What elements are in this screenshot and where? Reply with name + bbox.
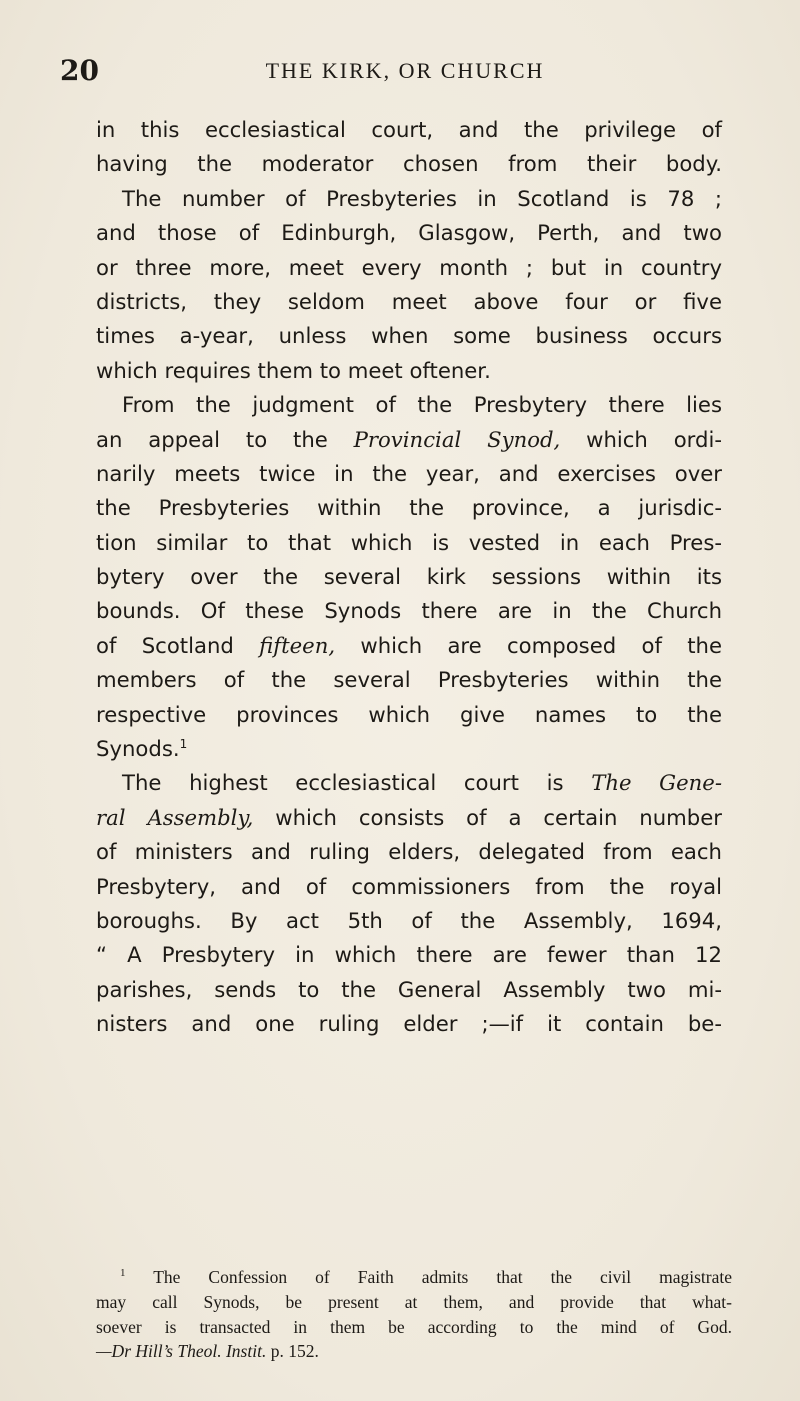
page-number: 20 bbox=[60, 54, 99, 87]
text-line: the Presbyteries within the province, a jurisdic- bbox=[96, 495, 722, 521]
text-line bbox=[96, 629, 722, 663]
running-head: THE KIRK, OR CHURCH bbox=[265, 58, 545, 83]
text-line: From the judgment of the Presbytery there lies bbox=[122, 392, 722, 418]
text-run: The Confession of Faith admits that the civil magistrate bbox=[153, 1267, 732, 1287]
text-line: of ministers and ruling elders, delegated from each bbox=[96, 839, 722, 865]
footnote-line: may call Synods, be present at them, and provide that what- bbox=[96, 1291, 732, 1312]
footnote bbox=[96, 1265, 732, 1364]
text-line: boroughs. By act 5th of the Assembly, 1694, bbox=[96, 907, 722, 933]
body-text bbox=[96, 113, 722, 1042]
text-line bbox=[96, 423, 722, 457]
text-line: The number of Presbyteries in Scotland is 78 ; bbox=[122, 185, 722, 211]
text-line: Presbytery, and of commissioners from the royal bbox=[96, 873, 722, 899]
text-run: p. 152. bbox=[266, 1341, 319, 1362]
text-line: bounds. Of these Synods there are in the Church bbox=[96, 598, 722, 624]
text-line: bytery over the several kirk sessions within its bbox=[96, 564, 722, 590]
text-run: which ordi- bbox=[560, 426, 722, 452]
text-run: an appeal to the bbox=[96, 426, 354, 452]
text-line: and those of Edinburgh, Glasgow, Perth, and two bbox=[96, 220, 722, 246]
text-line: times a-year, unless when some business occurs bbox=[96, 323, 722, 349]
italic-term-general-assembly: ral Assembly, bbox=[96, 804, 254, 830]
page-header bbox=[60, 54, 750, 88]
text-line: in this ecclesiastical court, and the privilege of bbox=[96, 117, 722, 142]
text-run: of Scotland bbox=[96, 632, 260, 658]
footnote-reference: 1 bbox=[179, 736, 188, 751]
footnote-line bbox=[96, 1339, 732, 1364]
footnote-line: soever is transacted in them be according to the mind of God. bbox=[96, 1316, 732, 1337]
text-line: or three more, meet every month ; but in country bbox=[96, 254, 722, 280]
text-run: The highest ecclesiastical court is bbox=[122, 770, 592, 796]
text-line: having the moderator chosen from their body. bbox=[96, 151, 722, 177]
text-line bbox=[96, 766, 722, 800]
text-line: nisters and one ruling elder ;—if it contain be- bbox=[96, 1011, 722, 1037]
footnote-mark: 1 bbox=[120, 1267, 126, 1280]
text-line: parishes, sends to the General Assembly two mi- bbox=[96, 976, 722, 1002]
italic-term-fifteen: fifteen, bbox=[259, 632, 336, 658]
text-line: narily meets twice in the year, and exercises over bbox=[96, 460, 722, 486]
footnote-line bbox=[96, 1265, 732, 1290]
text-line: which requires them to meet oftener. bbox=[96, 357, 491, 383]
text-run: which consists of a certain number bbox=[253, 804, 722, 830]
italic-term-provincial-synod: Provincial Synod, bbox=[353, 426, 561, 452]
text-line bbox=[96, 801, 722, 835]
citation-title: Hill’s Theol. Instit. bbox=[135, 1341, 267, 1362]
text-run: which are composed of the bbox=[335, 632, 722, 658]
text-line: tion similar to that which is vested in each Pres- bbox=[96, 529, 722, 555]
text-line: districts, they seldom meet above four or five bbox=[96, 288, 722, 314]
text-line: “ A Presbytery in which there are fewer than 12 bbox=[96, 942, 722, 968]
text-run: Synods. bbox=[96, 736, 180, 762]
text-line: respective provinces which give names to the bbox=[96, 701, 722, 727]
text-line: members of the several Presbyteries within the bbox=[96, 667, 722, 693]
italic-term-general-assembly: The Gene- bbox=[591, 770, 722, 796]
text-line bbox=[96, 732, 722, 766]
text-run: —Dr bbox=[96, 1341, 136, 1362]
